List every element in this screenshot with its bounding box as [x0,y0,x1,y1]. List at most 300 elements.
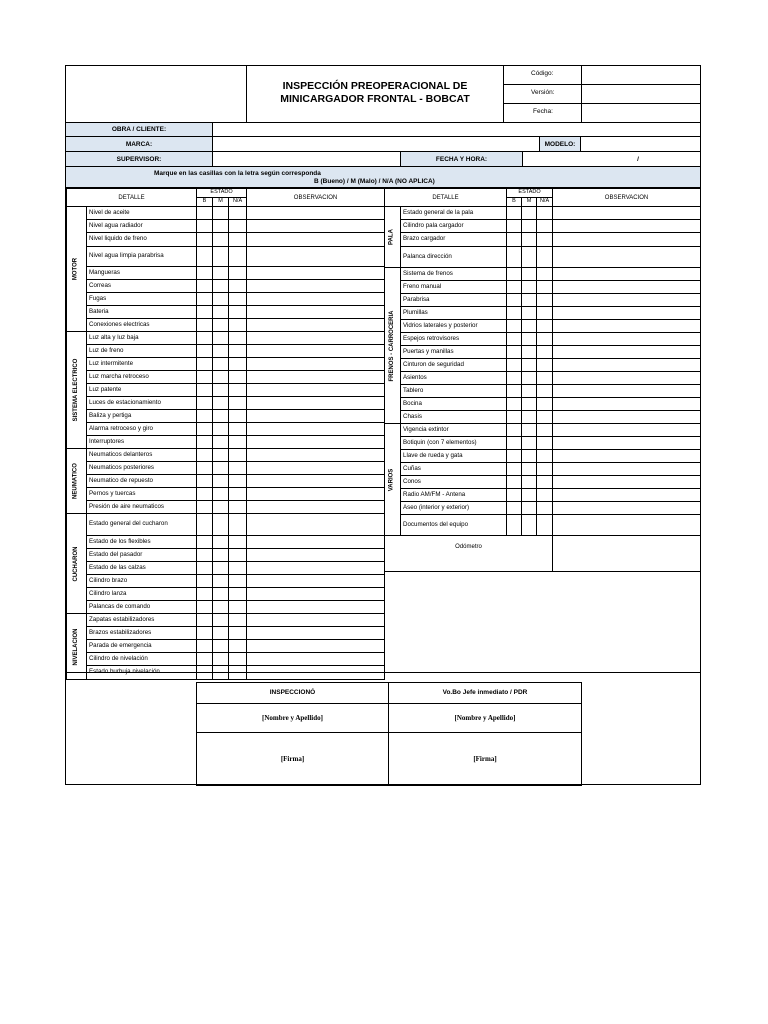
estado-b-checkbox[interactable] [507,502,522,515]
observacion-field[interactable] [247,220,385,233]
estado-na-checkbox[interactable] [229,588,247,601]
observacion-field[interactable] [553,502,701,515]
estado-na-checkbox[interactable] [537,489,553,502]
table-row [385,294,701,307]
estado-na-checkbox[interactable] [229,462,247,475]
estado-b-checkbox[interactable] [197,514,213,536]
estado-m-checkbox[interactable] [213,549,229,562]
estado-b-checkbox[interactable] [507,398,522,411]
estado-b-checkbox[interactable] [197,371,213,384]
estado-m-checkbox[interactable] [522,307,537,320]
estado-na-checkbox[interactable] [229,562,247,575]
estado-b-checkbox[interactable] [197,397,213,410]
estado-m-checkbox[interactable] [213,601,229,614]
odometro-field[interactable] [553,536,701,572]
table-row [385,372,701,385]
fecha-label: Fecha: [533,108,553,115]
estado-m-checkbox[interactable] [213,207,229,220]
estado-m-checkbox[interactable] [213,462,229,475]
marca-label: MARCA: [66,137,213,151]
estado-na-checkbox[interactable] [229,488,247,501]
observacion-field[interactable] [247,371,385,384]
table-row [385,233,701,247]
observacion-field[interactable] [247,614,385,627]
estado-m-checkbox[interactable] [522,372,537,385]
estado-b-checkbox[interactable] [507,307,522,320]
estado-na-checkbox[interactable] [229,293,247,306]
observacion-field[interactable] [553,220,701,233]
estado-b-checkbox[interactable] [197,267,213,280]
estado-m-checkbox[interactable] [213,371,229,384]
estado-na-checkbox[interactable] [229,247,247,267]
estado-na-checkbox[interactable] [229,306,247,319]
observacion-field[interactable] [247,267,385,280]
estado-m-checkbox[interactable] [522,437,537,450]
left-section-label: SISTEMA ELECTRICO [72,358,79,422]
estado-na-checkbox[interactable] [229,436,247,449]
observacion-field[interactable] [553,411,701,424]
estado-b-checkbox[interactable] [507,476,522,489]
observacion-field[interactable] [553,333,701,346]
estado-na-checkbox[interactable] [229,653,247,666]
observacion-field[interactable] [247,332,385,345]
item-label: Cilindro brazo [87,575,197,588]
estado-b-checkbox[interactable] [197,653,213,666]
item-label: Parada de emergencia [87,640,197,653]
estado-na-checkbox[interactable] [229,627,247,640]
estado-b-checkbox[interactable] [507,411,522,424]
estado-na-checkbox[interactable] [537,424,553,437]
estado-m-checkbox[interactable] [213,410,229,423]
observacion-field[interactable] [247,514,385,536]
estado-na-checkbox[interactable] [229,536,247,549]
estado-m-checkbox[interactable] [522,424,537,437]
estado-na-checkbox[interactable] [229,514,247,536]
estado-na-checkbox[interactable] [537,463,553,476]
estado-b-checkbox[interactable] [197,345,213,358]
left-section-1 [67,332,87,449]
estado-na-checkbox[interactable] [229,220,247,233]
estado-m-checkbox[interactable] [213,588,229,601]
estado-m-checkbox[interactable] [522,247,537,268]
estado-na-checkbox[interactable] [537,207,553,220]
odometro-row [385,536,701,572]
observacion-field[interactable] [553,294,701,307]
estado-b-checkbox[interactable] [507,268,522,281]
table-row [67,306,385,319]
observacion-field[interactable] [553,385,701,398]
table-row [67,549,385,562]
observacion-field[interactable] [247,501,385,514]
estado-m-checkbox[interactable] [522,385,537,398]
estado-b-checkbox[interactable] [197,423,213,436]
estado-na-checkbox[interactable] [537,437,553,450]
obra-field[interactable] [214,123,700,136]
item-label: Freno manual [401,281,507,294]
estado-na-checkbox[interactable] [537,247,553,268]
fecha-hora-label: FECHA Y HORA: [400,152,523,166]
instructions-line1: Marque en las casillas con la letra según corresponda [154,170,321,177]
estado-b-checkbox[interactable] [197,247,213,267]
estado-na-checkbox[interactable] [229,397,247,410]
observacion-field[interactable] [553,359,701,372]
estado-b-checkbox[interactable] [507,359,522,372]
item-label: Mangueras [87,267,197,280]
estado-m-checkbox[interactable] [522,220,537,233]
table-row [67,501,385,514]
observacion-field[interactable] [247,293,385,306]
estado-b-checkbox[interactable] [197,358,213,371]
observacion-field[interactable] [553,489,701,502]
estado-b-checkbox[interactable] [507,233,522,247]
estado-b-checkbox[interactable] [197,488,213,501]
observacion-field[interactable] [247,601,385,614]
estado-b-checkbox[interactable] [507,207,522,220]
estado-na-checkbox[interactable] [229,501,247,514]
item-label: Cuñas [401,463,507,476]
observacion-field[interactable] [247,653,385,666]
observacion-field[interactable] [247,536,385,549]
estado-b-checkbox[interactable] [197,614,213,627]
item-label: Palancas de comando [87,601,197,614]
estado-m-checkbox[interactable] [522,515,537,536]
estado-b-checkbox[interactable] [197,449,213,462]
observacion-field[interactable] [553,281,701,294]
estado-b-checkbox[interactable] [197,640,213,653]
estado-b-checkbox[interactable] [197,220,213,233]
observacion-field[interactable] [553,463,701,476]
estado-b-checkbox[interactable] [197,410,213,423]
table-row [385,247,701,268]
odometro-label: Odómetro [385,536,553,572]
observacion-field[interactable] [247,423,385,436]
estado-na-checkbox[interactable] [537,515,553,536]
estado-na-checkbox[interactable] [229,614,247,627]
estado-b-checkbox[interactable] [197,549,213,562]
estado-na-checkbox[interactable] [537,502,553,515]
table-row [67,247,385,267]
estado-b-checkbox[interactable] [197,293,213,306]
estado-b-checkbox[interactable] [507,463,522,476]
estado-b-checkbox[interactable] [197,588,213,601]
table-row [67,488,385,501]
estado-na-checkbox[interactable] [229,280,247,293]
observacion-field[interactable] [247,462,385,475]
estado-b-checkbox[interactable] [197,306,213,319]
observacion-field[interactable] [247,627,385,640]
observacion-field[interactable] [247,640,385,653]
observacion-field[interactable] [247,384,385,397]
estado-m-checkbox[interactable] [522,489,537,502]
observacion-field[interactable] [553,515,701,536]
estado-m-checkbox[interactable] [522,320,537,333]
estado-b-checkbox[interactable] [507,247,522,268]
observacion-field[interactable] [247,449,385,462]
item-label: Alarma retroceso y giro [87,423,197,436]
observacion-field[interactable] [247,436,385,449]
observacion-field[interactable] [553,307,701,320]
estado-na-checkbox[interactable] [229,233,247,247]
estado-m-checkbox[interactable] [522,294,537,307]
item-label: Plumillas [401,307,507,320]
estado-m-checkbox[interactable] [213,614,229,627]
estado-b-checkbox[interactable] [507,294,522,307]
left-section-label: NIVELACION [72,628,79,666]
estado-b-checkbox[interactable] [507,450,522,463]
right-estado-header: ESTADO [507,189,553,198]
observacion-field[interactable] [553,346,701,359]
estado-na-checkbox[interactable] [537,294,553,307]
estado-b-checkbox[interactable] [197,575,213,588]
estado-b-checkbox[interactable] [507,437,522,450]
estado-m-checkbox[interactable] [213,562,229,575]
estado-b-checkbox[interactable] [197,280,213,293]
estado-m-checkbox[interactable] [522,398,537,411]
table-row [67,293,385,306]
table-row [67,267,385,280]
estado-b-checkbox[interactable] [197,319,213,332]
estado-m-checkbox[interactable] [213,475,229,488]
estado-b-checkbox[interactable] [507,385,522,398]
item-label: Estado general del cucharon [87,514,197,536]
estado-b-checkbox[interactable] [197,233,213,247]
estado-m-checkbox[interactable] [522,463,537,476]
observacion-field[interactable] [247,358,385,371]
observacion-field[interactable] [247,280,385,293]
estado-m-checkbox[interactable] [213,397,229,410]
observacion-field[interactable] [247,397,385,410]
fecha-hora-field[interactable] [524,152,700,166]
estado-b-checkbox[interactable] [197,627,213,640]
estado-b-checkbox[interactable] [507,333,522,346]
estado-m-checkbox[interactable] [213,436,229,449]
estado-b-checkbox[interactable] [197,332,213,345]
inspector-signature-field[interactable]: [Firma] [197,733,389,786]
estado-na-checkbox[interactable] [537,411,553,424]
left-checklist-table [66,188,385,680]
estado-m-checkbox[interactable] [213,501,229,514]
estado-b-checkbox[interactable] [507,346,522,359]
item-label: Estado del pasador [87,549,197,562]
item-label: Luz de freno [87,345,197,358]
observacion-field[interactable] [247,410,385,423]
codigo-field[interactable] [582,66,700,84]
estado-b-checkbox[interactable] [197,462,213,475]
estado-na-checkbox[interactable] [229,601,247,614]
item-label: Luz patente [87,384,197,397]
supervisor-name-field[interactable]: [Nombre y Apellido] [389,704,582,733]
estado-na-checkbox[interactable] [537,359,553,372]
estado-b-checkbox[interactable] [197,562,213,575]
estado-na-checkbox[interactable] [229,549,247,562]
observacion-field[interactable] [553,207,701,220]
estado-na-checkbox[interactable] [537,333,553,346]
estado-m-checkbox[interactable] [522,281,537,294]
estado-b-checkbox[interactable] [197,436,213,449]
estado-m-checkbox[interactable] [213,488,229,501]
observacion-field[interactable] [247,562,385,575]
estado-b-checkbox[interactable] [507,220,522,233]
estado-na-checkbox[interactable] [537,307,553,320]
estado-m-checkbox[interactable] [213,449,229,462]
estado-m-checkbox[interactable] [522,268,537,281]
item-label: Conos [401,476,507,489]
supervisor-field[interactable] [214,152,400,166]
estado-m-checkbox[interactable] [213,514,229,536]
observacion-field[interactable] [247,575,385,588]
observacion-field[interactable] [247,588,385,601]
estado-m-checkbox[interactable] [213,293,229,306]
estado-m-checkbox[interactable] [522,346,537,359]
estado-na-checkbox[interactable] [229,410,247,423]
estado-b-checkbox[interactable] [197,384,213,397]
estado-m-checkbox[interactable] [213,345,229,358]
estado-m-checkbox[interactable] [213,575,229,588]
estado-na-checkbox[interactable] [537,476,553,489]
table-row [67,319,385,332]
estado-b-checkbox[interactable] [197,207,213,220]
estado-m-checkbox[interactable] [213,233,229,247]
estado-na-checkbox[interactable] [229,319,247,332]
estado-m-checkbox[interactable] [213,280,229,293]
observacion-field[interactable] [247,475,385,488]
table-row [67,397,385,410]
table-row [385,411,701,424]
observacion-field[interactable] [553,437,701,450]
estado-na-checkbox[interactable] [537,385,553,398]
observacion-field[interactable] [247,549,385,562]
table-row [67,280,385,293]
observacion-field[interactable] [553,450,701,463]
observacion-field[interactable] [553,233,701,247]
estado-m-checkbox[interactable] [522,233,537,247]
estado-na-checkbox[interactable] [229,345,247,358]
estado-b-checkbox[interactable] [197,601,213,614]
estado-na-checkbox[interactable] [229,575,247,588]
estado-na-checkbox[interactable] [537,372,553,385]
observacion-field[interactable] [553,372,701,385]
item-label: Neumaticos posteriores [87,462,197,475]
right-estado-na-header: N/A [537,198,553,207]
supervisor-signature-field[interactable]: [Firma] [389,733,582,786]
estado-na-checkbox[interactable] [229,423,247,436]
estado-m-checkbox[interactable] [213,267,229,280]
marca-field[interactable] [214,137,539,151]
item-label: Tablero [401,385,507,398]
estado-b-checkbox[interactable] [507,489,522,502]
estado-na-checkbox[interactable] [537,281,553,294]
estado-m-checkbox[interactable] [213,384,229,397]
estado-na-checkbox[interactable] [229,449,247,462]
right-section-label: VARIOS [388,468,395,491]
estado-m-checkbox[interactable] [213,247,229,267]
estado-na-checkbox[interactable] [229,332,247,345]
table-row [385,346,701,359]
modelo-field[interactable] [582,137,700,151]
estado-na-checkbox[interactable] [229,207,247,220]
estado-b-checkbox[interactable] [507,424,522,437]
form-title-line1: INSPECCIÓN PREOPERACIONAL DE [282,80,468,92]
observacion-field[interactable] [553,476,701,489]
estado-m-checkbox[interactable] [522,359,537,372]
estado-na-checkbox[interactable] [229,358,247,371]
estado-na-checkbox[interactable] [537,220,553,233]
estado-m-checkbox[interactable] [522,333,537,346]
estado-m-checkbox[interactable] [213,640,229,653]
estado-b-checkbox[interactable] [507,320,522,333]
left-section-label: CUCHARON [72,546,79,581]
inspection-form [65,65,701,785]
fecha-field[interactable] [582,104,700,122]
item-label: Estado general de la pala [401,207,507,220]
estado-m-checkbox[interactable] [213,319,229,332]
observacion-field[interactable] [553,398,701,411]
observacion-field[interactable] [247,247,385,267]
estado-m-checkbox[interactable] [213,536,229,549]
estado-b-checkbox[interactable] [197,536,213,549]
estado-m-checkbox[interactable] [522,411,537,424]
table-row [385,515,701,536]
estado-m-checkbox[interactable] [522,207,537,220]
estado-na-checkbox[interactable] [537,346,553,359]
observacion-field[interactable] [247,207,385,220]
estado-na-checkbox[interactable] [537,450,553,463]
estado-na-checkbox[interactable] [229,267,247,280]
observacion-field[interactable] [553,424,701,437]
item-label: Cilindro de nivelación [87,653,197,666]
estado-m-checkbox[interactable] [213,423,229,436]
observacion-field[interactable] [247,319,385,332]
estado-b-checkbox[interactable] [507,372,522,385]
estado-na-checkbox[interactable] [229,475,247,488]
estado-m-checkbox[interactable] [213,332,229,345]
observacion-field[interactable] [247,488,385,501]
estado-na-checkbox[interactable] [537,268,553,281]
inspector-name-field[interactable]: [Nombre y Apellido] [197,704,389,733]
item-label: Fugas [87,293,197,306]
estado-m-checkbox[interactable] [522,450,537,463]
estado-na-checkbox[interactable] [229,384,247,397]
estado-m-checkbox[interactable] [213,220,229,233]
observacion-field[interactable] [553,247,701,268]
estado-m-checkbox[interactable] [522,476,537,489]
estado-na-checkbox[interactable] [537,398,553,411]
estado-na-checkbox[interactable] [229,640,247,653]
estado-b-checkbox[interactable] [507,515,522,536]
estado-m-checkbox[interactable] [213,358,229,371]
estado-m-checkbox[interactable] [522,502,537,515]
estado-na-checkbox[interactable] [229,371,247,384]
observacion-field[interactable] [247,306,385,319]
observacion-field[interactable] [247,345,385,358]
estado-na-checkbox[interactable] [537,320,553,333]
estado-na-checkbox[interactable] [537,233,553,247]
table-row [67,233,385,247]
item-label: Nivel liquido de freno [87,233,197,247]
estado-m-checkbox[interactable] [213,306,229,319]
observacion-field[interactable] [553,268,701,281]
estado-b-checkbox[interactable] [507,281,522,294]
estado-m-checkbox[interactable] [213,653,229,666]
version-field[interactable] [582,85,700,103]
observacion-field[interactable] [247,233,385,247]
estado-m-checkbox[interactable] [213,627,229,640]
item-label: Interruptores [87,436,197,449]
estado-b-checkbox[interactable] [197,475,213,488]
observacion-field[interactable] [553,320,701,333]
estado-b-checkbox[interactable] [197,501,213,514]
table-row [67,332,385,345]
